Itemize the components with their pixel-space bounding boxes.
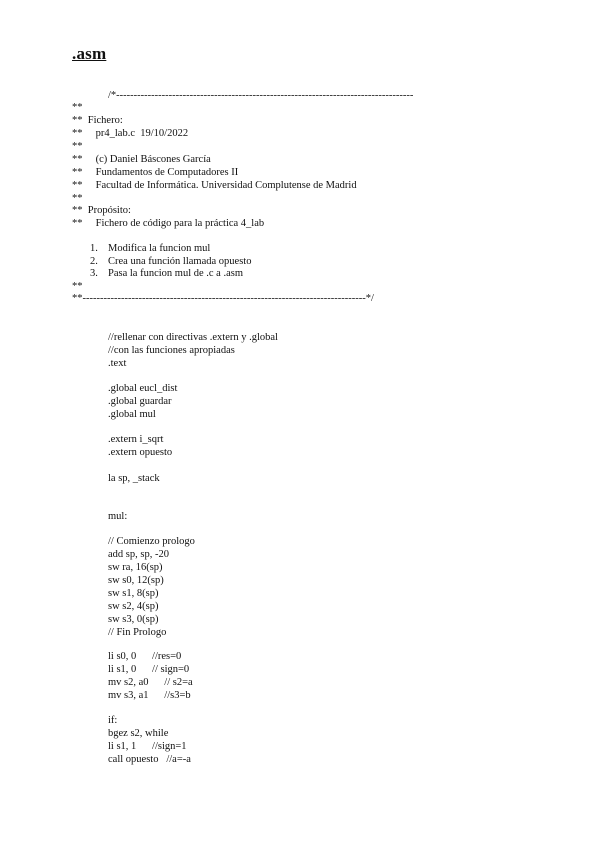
code-line: // Comienzo prologo [108,536,195,547]
list-item: 1. Modifica la funcion mul [90,243,211,254]
code-line: if: [108,715,118,726]
code-line: mv s2, a0 // s2=a [108,677,193,688]
code-line: mul: [108,511,128,522]
comment-line: ** Fichero: [72,115,123,126]
comment-line: ** [72,102,83,113]
code-line: .global guardar [108,396,172,407]
code-line: sw ra, 16(sp) [108,562,163,573]
list-item: 3. Pasa la funcion mul de .c a .asm [90,268,244,279]
code-line: li s1, 1 //sign=1 [108,741,187,752]
code-line: //rellenar con directivas .extern y .global [108,332,278,343]
code-line: mv s3, a1 //s3=b [108,690,191,701]
comment-line: ** Facultad de Informática. Universidad Complutense de Madrid [72,180,357,191]
code-line: li s0, 0 //res=0 [108,651,182,662]
code-line: bgez s2, while [108,728,169,739]
code-line: sw s2, 4(sp) [108,601,159,612]
code-line: //con las funciones apropiadas [108,345,235,356]
document-title: .asm [72,44,107,63]
comment-open-line: /*------------------------------------------------------------------------------------- [108,90,414,101]
code-line: add sp, sp, -20 [108,549,169,560]
code-line: sw s1, 8(sp) [108,588,159,599]
code-line: sw s3, 0(sp) [108,614,159,625]
comment-line: ** Fundamentos de Computadores II [72,167,239,178]
list-item: 2. Crea una función llamada opuesto [90,255,252,267]
comment-close-line: **---------------------------------------------------------------------------------*/ [72,293,374,304]
comment-line: ** [72,193,83,204]
code-line: .text [108,358,127,369]
code-line: sw s0, 12(sp) [108,575,164,586]
code-line: li s1, 0 // sign=0 [108,664,190,675]
code-line: la sp, _stack [108,473,160,484]
code-line: // Fin Prologo [108,627,167,638]
code-line: .global eucl_dist [108,383,178,394]
comment-line: ** Fichero de código para la práctica 4_lab [72,218,265,229]
comment-line: ** [72,281,83,292]
code-line: .extern i_sqrt [108,434,164,445]
comment-line: ** Propósito: [72,205,131,216]
code-line: call opuesto //a=-a [108,754,191,765]
task-list [90,243,251,281]
comment-line: ** pr4_lab.c 19/10/2022 [72,128,189,139]
code-line: .global mul [108,409,156,420]
comment-line: ** [72,141,83,152]
code-line: .extern opuesto [108,447,173,458]
comment-line: ** (c) Daniel Báscones García [72,154,211,165]
